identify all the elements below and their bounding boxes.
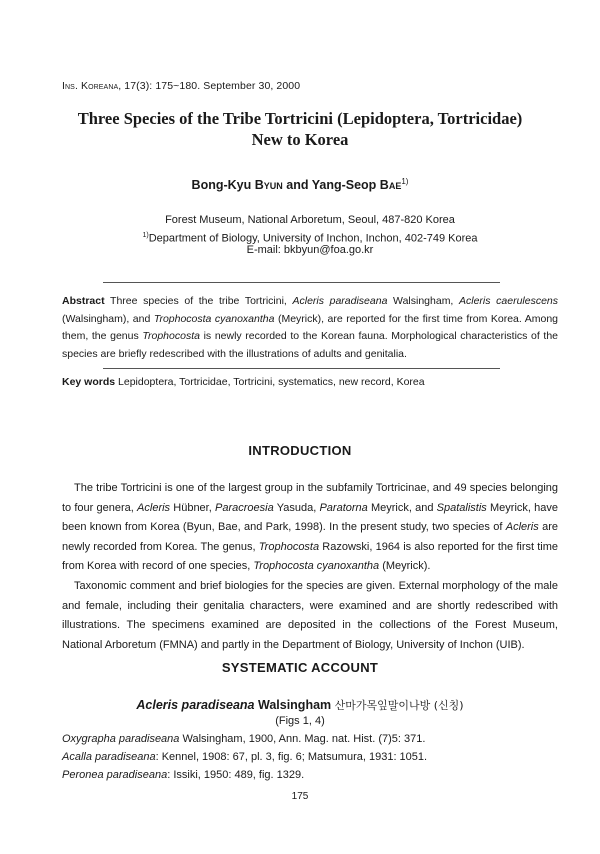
synonym-reference: : Kennel, 1908: 67, pl. 3, fig. 6; Matsumura, 1931: 1051. (155, 751, 428, 763)
author-list (40, 177, 560, 192)
author-2-family: Bae (379, 178, 402, 193)
keywords (62, 376, 562, 388)
genus-name: Paracroesia (215, 501, 274, 514)
synonym-name: Oxygrapha paradiseana (62, 733, 180, 745)
genus-name: Trophocosta (258, 540, 320, 553)
paragraph-text: Meyrick, and (367, 501, 437, 514)
abstract-label: Abstract (62, 295, 105, 307)
paragraph-text: The tribe Tortricini is one of the largest group in the subfamily Tortricinae, and 49 species belonging to four genera, (62, 482, 558, 514)
species-author: Walsingham (254, 698, 335, 712)
author-1-family: Byun (254, 178, 283, 193)
paragraph-text: are newly recorded from Korea. The genus, (62, 521, 558, 553)
abstract-bottom-rule (103, 368, 500, 369)
abstract-text: (Meyrick), are reported for the first time from Korea. Among them, the genus (62, 312, 558, 342)
affiliation-2-text: Department of Biology, University of Inchon, Inchon, 402-749 Korea (148, 232, 478, 245)
species-name: Acleris paradiseana (136, 698, 255, 712)
abstract-text: Three species of the tribe Tortricini, (104, 295, 293, 307)
paragraph-text: Yasuda, (273, 501, 320, 514)
synonym-reference: : Issiki, 1950: 489, fig. 1329. (167, 769, 305, 781)
keywords-label: Key words (62, 376, 116, 388)
introduction-paragraph-2: Taxonomic comment and brief biologies for the species are given. External morphology of the male and female, including their genitalia characters, were examined and are shortly redescribed with illustrations. The specimens examined are deposited in the collections of the Forest Museum, National Arboretum (FMNA) and partly in the Department of Biology, University of Inchon (UIB). (62, 580, 558, 651)
synonym-reference: Walsingham, 1900, Ann. Mag. nat. Hist. (7)5: 371. (179, 733, 426, 745)
author-1-given: Bong-Kyu (191, 178, 255, 193)
paper-title-line-2: New to Korea (251, 130, 349, 149)
synonym-name: Peronea paradiseana (62, 769, 168, 781)
abstract (62, 293, 558, 363)
synonym-line (62, 733, 562, 745)
species-heading (40, 697, 560, 713)
paragraph-text: (Meyrick). (379, 560, 431, 573)
journal-citation (62, 80, 300, 92)
abstract-text: Walsingham, (387, 295, 459, 307)
species-korean-name: 산마가목잎말이나방 (신칭) (334, 699, 464, 712)
introduction-heading: INTRODUCTION (248, 443, 352, 458)
abstract-taxon: Trophocosta (142, 330, 200, 342)
journal-volume-date: 17(3): 175~180. September 30, 2000 (121, 80, 301, 92)
page-number: 175 (291, 791, 309, 802)
genus-name: Spatalistis (436, 501, 487, 514)
abstract-taxon: Trophocosta cyanoxantha (153, 312, 275, 325)
paragraph-text: Hübner, (170, 501, 215, 514)
keywords-text: Lepidoptera, Tortricidae, Tortricini, systematics, new record, Korea (115, 376, 425, 388)
journal-name: Ins. Koreana, (62, 80, 122, 92)
introduction-paragraph-1 (62, 479, 558, 577)
systematic-account-heading: SYSTEMATIC ACCOUNT (221, 660, 379, 675)
author-2-given: Yang-Seop (311, 178, 380, 193)
synonym-line (62, 751, 562, 763)
abstract-taxon: Acleris paradiseana (292, 295, 388, 307)
author-email: E-mail: bkbyun@foa.go.kr (246, 244, 374, 256)
paper-title-line-1: Three Species of the Tribe Tortricini (Lepidoptera, Tortricidae) (77, 109, 523, 128)
affiliation-1: Forest Museum, National Arboretum, Seoul, 487-820 Korea (165, 214, 455, 226)
abstract-top-rule (103, 282, 500, 283)
genus-name: Acleris (137, 501, 171, 514)
synonym-line (62, 769, 562, 781)
affiliation-2-mark: 1) (142, 232, 149, 239)
author-conjunction: and (282, 178, 312, 193)
abstract-text: (Walsingham), and (62, 312, 154, 325)
figure-reference: (Figs 1, 4) (275, 715, 325, 727)
paragraph-text: Razowski, 1964 is also reported for the first time from Korea with record of one species, (62, 540, 558, 573)
paragraph-text: Meyrick, have been known from Korea (Byun, Bae, and Park, 1998). In the present study, two species of (62, 501, 559, 534)
author-2-affil-mark: 1) (401, 177, 409, 186)
genus-name: Acleris (505, 521, 539, 534)
abstract-taxon: Acleris caerulescens (459, 295, 559, 307)
abstract-text: is newly recorded to the Korean fauna. Morphological characteristics of the species are briefly redescribed with the illustrations of adults and genitalia. (62, 330, 559, 360)
genus-name: Paratorna (319, 501, 368, 514)
synonym-name: Acalla paradiseana (62, 751, 156, 763)
species-name: Trophocosta cyanoxantha (253, 560, 380, 573)
